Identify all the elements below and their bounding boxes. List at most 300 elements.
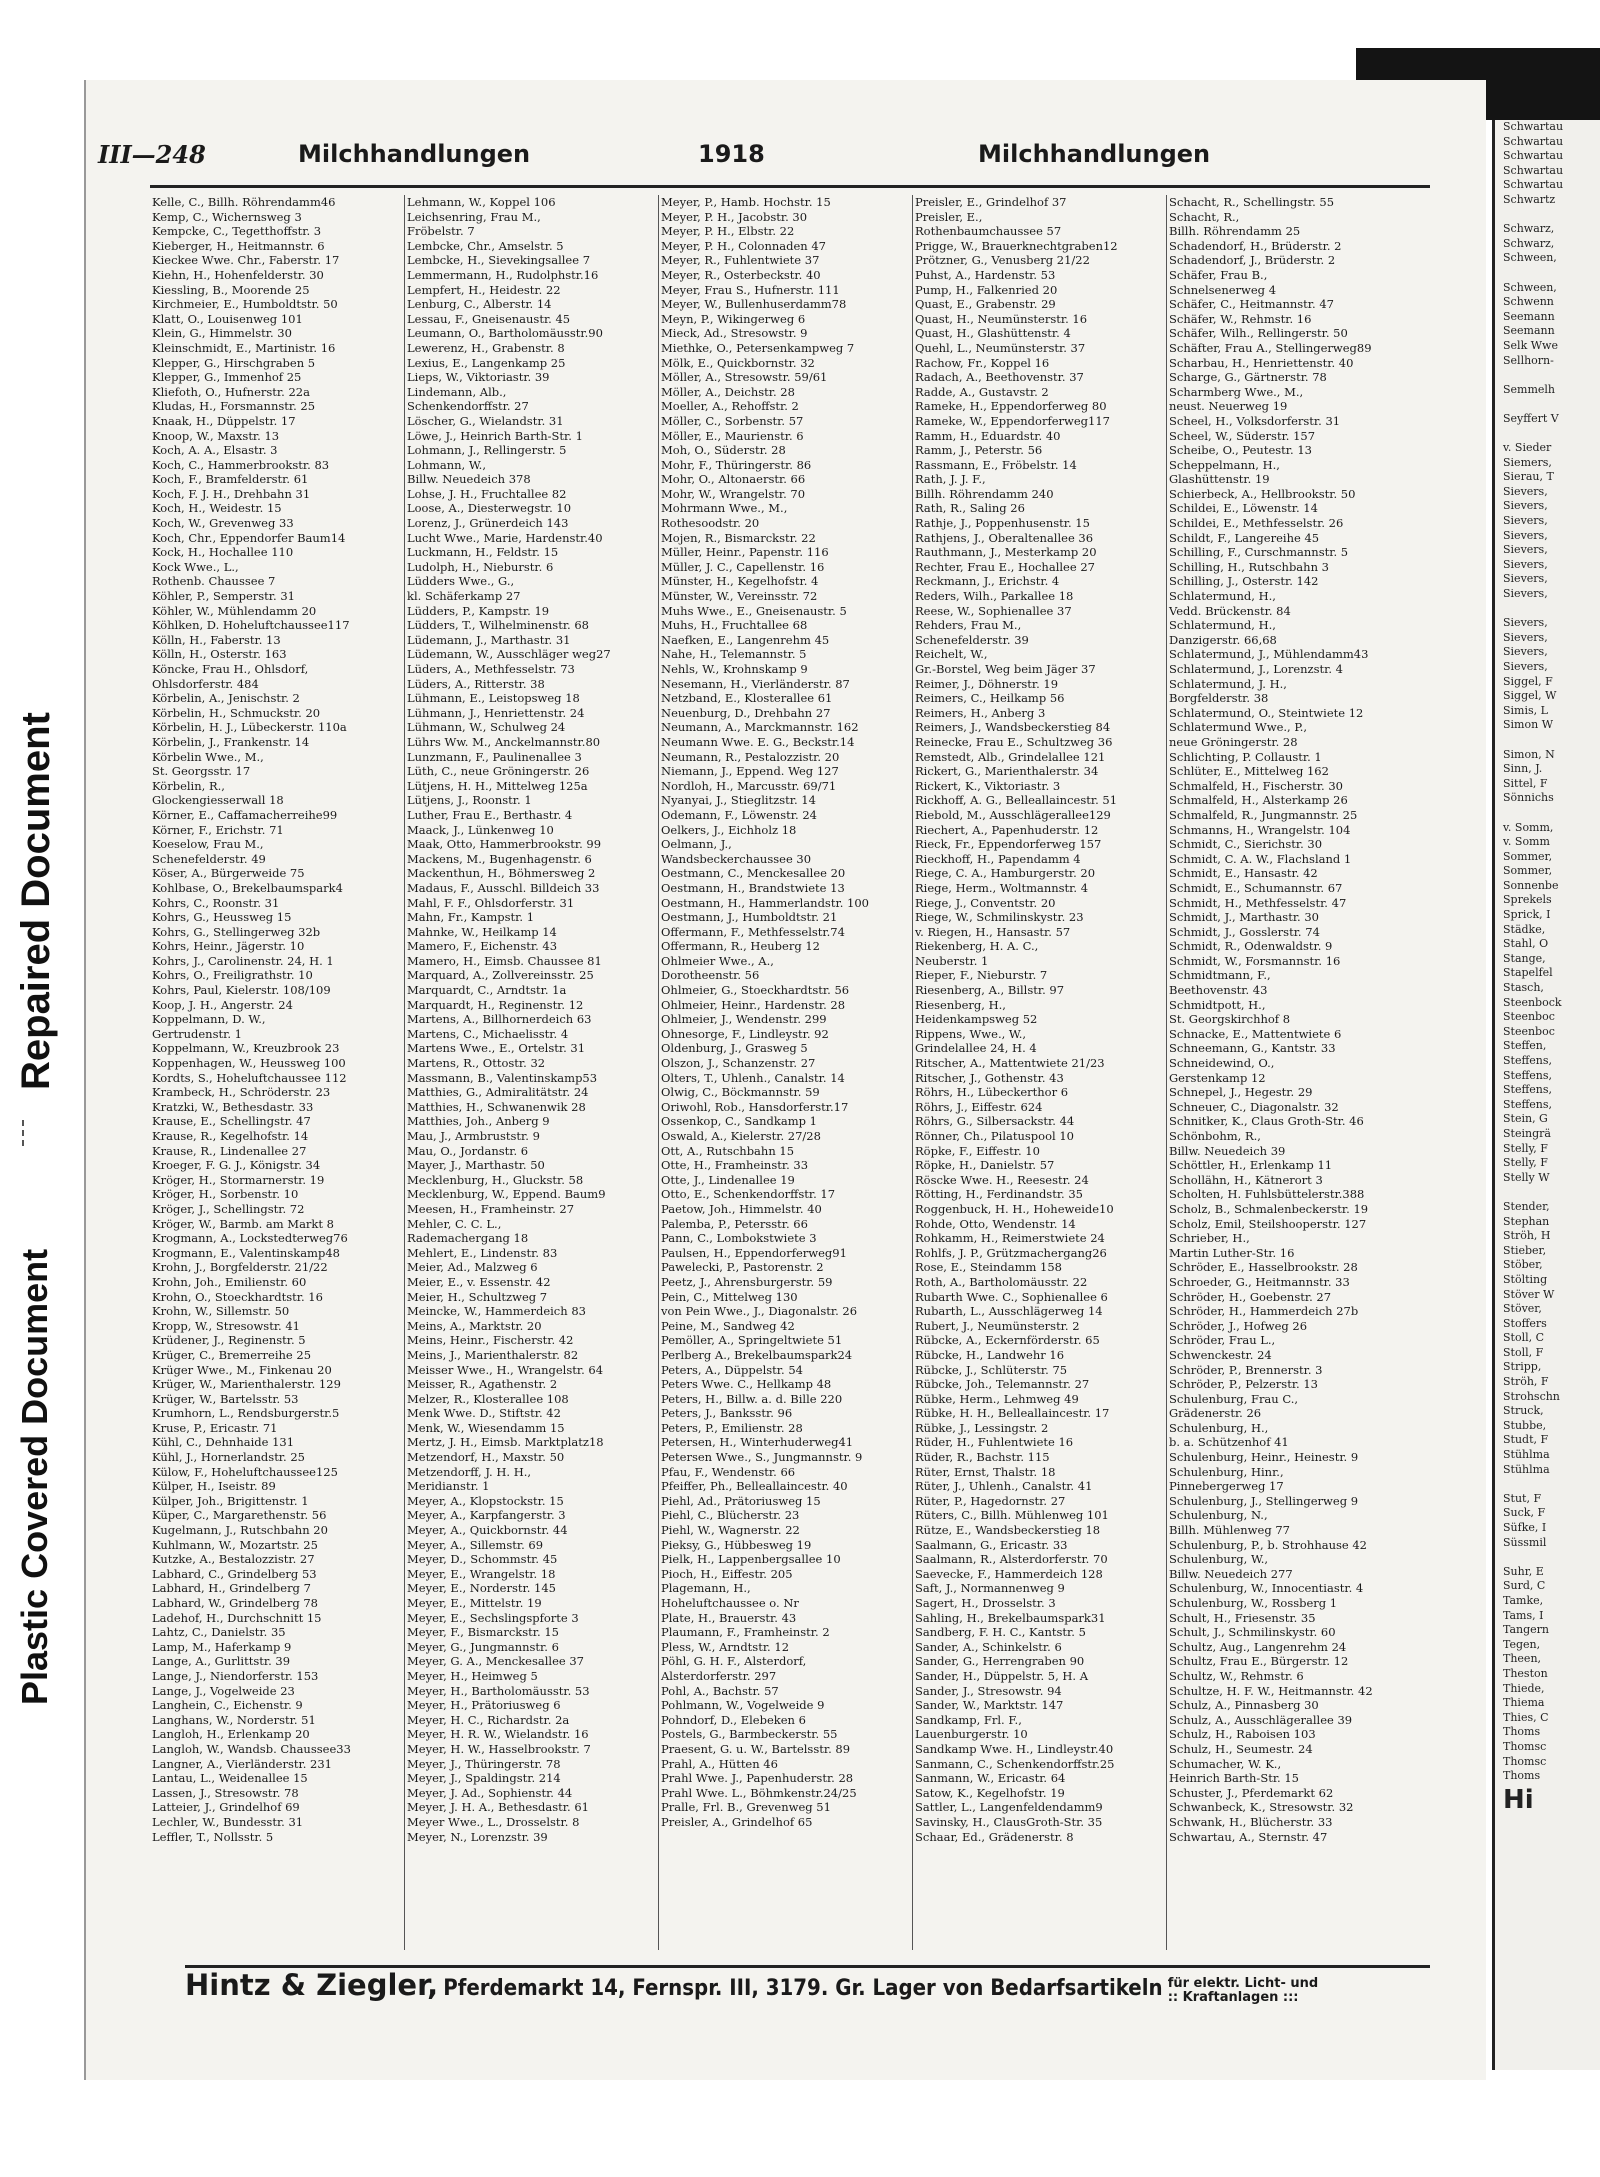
adjacent-page-fragment: Schwenn [1503, 295, 1554, 309]
directory-entry: Koppenhagen, W., Heussweg 100 [152, 1056, 346, 1071]
directory-entry: Riege, W., Schmilinskystr. 23 [915, 910, 1084, 925]
directory-entry: Peters, J., Banksstr. 96 [661, 1406, 793, 1421]
directory-entry: Schröder, H., Hammerdeich 27b [1169, 1304, 1359, 1319]
directory-entry: Schulenburg, J., Stellingerweg 9 [1169, 1493, 1359, 1508]
directory-entry: Schmidt, H., Methfesselstr. 47 [1169, 895, 1347, 910]
directory-entry: Billh. Röhrendamm 240 [915, 486, 1054, 501]
directory-entry: Schilling, H., Rutschbahn 3 [1169, 559, 1329, 574]
directory-entry: Rothenbaumchaussee 57 [915, 224, 1062, 239]
directory-entry: Rameke, W., Eppendorferweg117 [915, 413, 1110, 428]
directory-entry: Schwanbeck, K., Stresowstr. 32 [1169, 1800, 1354, 1815]
adjacent-page-fragment: Stein, G [1503, 1112, 1548, 1126]
directory-entry: Lüdemann, W., Ausschläger weg27 [407, 647, 611, 662]
directory-entry: Ohlsdorferstr. 484 [152, 676, 259, 691]
directory-entry: Meins, A., Marktstr. 20 [407, 1318, 542, 1333]
adjacent-page-fragment: Selk Wwe [1503, 338, 1558, 352]
directory-entry: Langhans, W., Norderstr. 51 [152, 1712, 316, 1727]
directory-entry: Schulz, H., Seumestr. 24 [1169, 1741, 1313, 1756]
directory-entry: Münster, H., Kegelhofstr. 4 [661, 574, 819, 589]
directory-entry: Peters, H., Billw. a. d. Bille 220 [661, 1391, 843, 1406]
directory-entry: Rickhoff, A. G., Belleallaincestr. 51 [915, 793, 1118, 808]
directory-entry: Mertz, J. H., Eimsb. Marktplatz18 [407, 1435, 604, 1450]
directory-entry: Schröder, P., Pelzerstr. 13 [1169, 1377, 1319, 1392]
directory-entry: Schmidtmann, F., [1169, 968, 1271, 983]
adjacent-page-fragment: Schween, [1503, 251, 1557, 265]
directory-entry: Lembcke, Chr., Amselstr. 5 [407, 238, 564, 253]
directory-entry: Meyer, P. H., Jacobstr. 30 [661, 209, 808, 224]
directory-entry: Riege, J., Conventstr. 20 [915, 895, 1056, 910]
directory-entry: Lembcke, H., Sievekingsallee 7 [407, 253, 591, 268]
directory-entry: Meier, E., v. Essenstr. 42 [407, 1274, 551, 1289]
directory-entry: Ladehof, H., Durchschnitt 15 [152, 1610, 322, 1625]
directory-entry: Paetow, Joh., Himmelstr. 40 [661, 1201, 822, 1216]
directory-entry: Schnelsenerweg 4 [1169, 282, 1277, 297]
directory-entry: Rubert, J., Neumünsterstr. 2 [915, 1318, 1080, 1333]
directory-entry: Lantau, L., Weidenallee 15 [152, 1771, 308, 1786]
directory-entry: Kröger, H., Sorbenstr. 10 [152, 1187, 299, 1202]
directory-entry: Lucht Wwe., Marie, Hardenstr.40 [407, 530, 603, 545]
adjacent-page-fragment: Stelly W [1503, 1170, 1550, 1184]
directory-entry: Mau, J., Armbruststr. 9 [407, 1129, 540, 1143]
directory-entry: Lunzmann, F., Paulinenallee 3 [407, 749, 582, 764]
directory-entry: Schilling, J., Osterstr. 142 [1169, 574, 1319, 589]
directory-entry: Schilling, F., Curschmannstr. 5 [1169, 545, 1349, 560]
directory-entry: Kruse, P., Ericastr. 71 [152, 1420, 278, 1435]
directory-entry: Petersen Wwe., S., Jungmannstr. 9 [661, 1450, 863, 1465]
directory-entry: Pohndorf, D., Elebeken 6 [661, 1712, 806, 1727]
directory-entry: Pöhl, G. H. F., Alsterdorf, [661, 1654, 807, 1669]
directory-entry: neust. Neuerweg 19 [1169, 399, 1288, 414]
directory-entry: Meyer, E., Wrangelstr. 18 [407, 1566, 556, 1581]
directory-entry: Miethke, O., Petersenkampweg 7 [661, 340, 855, 355]
directory-entry: Sanmann, C., Schenkendorffstr.25 [915, 1756, 1115, 1771]
adjacent-page-fragment: Stripp, [1503, 1360, 1542, 1374]
directory-entry: Möller, C., Sorbenstr. 57 [661, 413, 804, 428]
directory-entry: Schröder, E., Hasselbrookstr. 28 [1169, 1260, 1358, 1275]
directory-entry: Netzband, E., Klosterallee 61 [661, 691, 833, 706]
adjacent-page-fragment: Theston [1503, 1666, 1548, 1680]
directory-entry: Nyanyai, J., Stieglitzstr. 14 [661, 793, 816, 808]
adjacent-page-fragment: Thoms [1503, 1769, 1541, 1783]
adjacent-page-fragment [1495, 602, 1600, 617]
adjacent-page-fragment: Suhr, E [1503, 1564, 1544, 1578]
directory-entry: Külper, Joh., Brigittenstr. 1 [152, 1493, 309, 1508]
directory-entry: Schacht, R., Schellingstr. 55 [1169, 195, 1335, 209]
directory-entry: Schmidt, J., Gosslerstr. 74 [1169, 924, 1320, 939]
directory-entry: St. Georgsstr. 17 [152, 764, 251, 779]
directory-entry: Offermann, R., Heuberg 12 [661, 939, 820, 954]
directory-entry: Koch, A. A., Elsastr. 3 [152, 443, 278, 458]
adjacent-page-fragment: Sievers, [1503, 528, 1548, 542]
directory-entry: Rath, R., Saling 26 [915, 501, 1025, 516]
adjacent-page-fragment: Struck, [1503, 1404, 1544, 1418]
directory-entry: Lütjens, J., Roonstr. 1 [407, 793, 532, 808]
directory-entry: Rübke, H. H., Belleallaincestr. 17 [915, 1406, 1110, 1421]
directory-entry: Schmidtpott, H., [1169, 997, 1266, 1012]
directory-entry: Schrieber, H., [1169, 1231, 1250, 1246]
directory-entry: Meyer, J. H. A., Bethesdastr. 61 [407, 1800, 589, 1815]
directory-entry: Langloh, H., Erlenkamp 20 [152, 1727, 310, 1742]
directory-entry: Schmalfeld, H., Fischerstr. 30 [1169, 778, 1343, 793]
directory-entry: Lemmermann, H., Rudolphstr.16 [407, 267, 599, 282]
directory-entry: Moh, O., Süderstr. 28 [661, 443, 786, 458]
directory-entry: Grindelallee 24, H. 4 [915, 1041, 1037, 1056]
directory-entry: Lührs Ww. M., Anckelmannstr.80 [407, 734, 601, 749]
directory-entry: Schmidt, E., Schumannstr. 67 [1169, 880, 1343, 895]
directory-entry: Matthies, H., Schwanenwik 28 [407, 1099, 586, 1114]
repaired-document-label: Repaired Document [14, 712, 58, 1090]
directory-entry: Lange, J., Niendorferstr. 153 [152, 1668, 319, 1683]
directory-entry: Billw. Neuedeich 277 [1169, 1566, 1293, 1581]
directory-entry: Schlatermund, J. H., [1169, 676, 1287, 691]
directory-entry: Külper, H., Iseistr. 89 [152, 1479, 276, 1494]
directory-entry: Schumacher, W. K., [1169, 1756, 1282, 1771]
directory-entry: Mehlert, E., Lindenstr. 83 [407, 1245, 558, 1260]
directory-entry: Mau, O., Jordanstr. 6 [407, 1143, 529, 1158]
directory-entry: Kock, H., Hochallee 110 [152, 545, 294, 560]
directory-entry: Rönner, Ch., Pilatuspool 10 [915, 1129, 1074, 1143]
directory-entry: Schmidt, J., Marthastr. 30 [1169, 910, 1319, 925]
directory-entry: Meyer, H., Heimweg 5 [407, 1668, 538, 1683]
directory-entry: Langner, A., Vierländerstr. 231 [152, 1756, 332, 1771]
adjacent-page-fragment: Stoll, F [1503, 1345, 1544, 1359]
header-rule [150, 185, 1430, 188]
directory-entry: Sandkamp, Frl. F., [915, 1712, 1022, 1727]
directory-entry: Schulenburg, Hinr., [1169, 1464, 1284, 1479]
directory-entry: Odemann, F., Löwenstr. 24 [661, 807, 817, 822]
directory-entry: Saevecke, F., Hammerdeich 128 [915, 1566, 1103, 1581]
adjacent-page-fragment [1495, 806, 1600, 821]
directory-entry: kl. Schäferkamp 27 [407, 589, 521, 604]
directory-entry: Külow, F., Hoheluftchaussee125 [152, 1464, 338, 1479]
directory-entry: Lange, J., Vogelweide 23 [152, 1683, 295, 1698]
directory-entry: Scheppelmann, H., [1169, 457, 1280, 472]
directory-entry: Krogmann, E., Valentinskamp48 [152, 1245, 340, 1260]
adjacent-page-fragment: v. Somm [1503, 835, 1550, 849]
directory-entry: Heidenkampsweg 52 [915, 1012, 1038, 1027]
directory-entry: Mohr, O., Altonaerstr. 66 [661, 472, 806, 487]
directory-entry: Pieksy, G., Hübbesweg 19 [661, 1537, 812, 1552]
directory-entry: Piehl, Ad., Prätoriusweg 15 [661, 1493, 821, 1508]
directory-entry: Oestmann, C., Menckesallee 20 [661, 866, 846, 881]
adjacent-page-fragment: Sprick, I [1503, 908, 1551, 922]
directory-entry: Lempfert, H., Heidestr. 22 [407, 282, 561, 297]
directory-entry: Kohrs, G., Stellingerweg 32b [152, 924, 321, 939]
directory-entry: Neumann, A., Marckmannstr. 162 [661, 720, 859, 735]
directory-entry: Schulenburg, W., Rossberg 1 [1169, 1596, 1338, 1610]
directory-entry: Schultz, W., Rehmstr. 6 [1169, 1668, 1304, 1683]
directory-entry: Nehls, W., Krohnskamp 9 [661, 662, 808, 676]
directory-entry: Plagemann, H., [661, 1581, 751, 1596]
adjacent-page-fragment: Steenboc [1503, 1010, 1555, 1024]
directory-entry: Pralle, Frl. B., Grevenweg 51 [661, 1800, 831, 1815]
directory-entry: Kohrs, J., Carolinenstr. 24, H. 1 [152, 953, 334, 968]
directory-entry: Riechert, A., Papenhuderstr. 12 [915, 822, 1099, 837]
directory-entry: Meyer, E., Mittelstr. 19 [407, 1596, 542, 1610]
directory-entry: Kemp, C., Wichernsweg 3 [152, 209, 302, 224]
directory-entry: Pless, W., Arndtstr. 12 [661, 1639, 790, 1654]
directory-entry: Meyn, P., Wikingerweg 6 [661, 311, 806, 326]
directory-entry: Schöttler, H., Erlenkamp 11 [1169, 1158, 1333, 1173]
directory-entry: Kugelmann, J., Rutschbahn 20 [152, 1523, 328, 1538]
directory-entry: Schulenburg, Heinr., Heinestr. 9 [1169, 1450, 1359, 1465]
directory-entry: Schulenburg, Frau C., [1169, 1391, 1299, 1406]
adjacent-page-fragment: Thiema [1503, 1696, 1545, 1710]
directory-entry: Heinrich Barth-Str. 15 [1169, 1771, 1299, 1786]
adjacent-page-fragment: Theen, [1503, 1652, 1542, 1666]
directory-entry: Körbelin, J., Frankenstr. 14 [152, 734, 310, 749]
adjacent-page-fragment: Stange, [1503, 951, 1546, 965]
directory-entry: Plate, H., Brauerstr. 43 [661, 1610, 797, 1625]
directory-entry: Köhler, W., Mühlendamm 20 [152, 603, 317, 618]
directory-entry: Schaar, Ed., Grädenerstr. 8 [915, 1829, 1074, 1844]
directory-entry: Menk, W., Wiesendamm 15 [407, 1420, 565, 1435]
directory-entry: Lühmann, E., Leistopsweg 18 [407, 691, 580, 706]
directory-entry: Rohlfs, J. P., Grützmachergang26 [915, 1245, 1107, 1260]
directory-entry: Lüders, A., Ritterstr. 38 [407, 676, 545, 691]
directory-entry: Schneuer, C., Diagonalstr. 32 [1169, 1099, 1339, 1114]
directory-entry: Röhrs, H., Lübeckerthor 6 [915, 1085, 1069, 1100]
directory-entry: Nesemann, H., Vierländerstr. 87 [661, 676, 850, 691]
directory-entry: Otte, J., Lindenallee 19 [661, 1172, 795, 1187]
directory-entry: Ramm, J., Peterstr. 56 [915, 443, 1043, 458]
directory-entry: Piehl, W., Wagnerstr. 22 [661, 1523, 800, 1538]
directory-entry: Körbelin, H., Schmuckstr. 20 [152, 705, 321, 720]
advertiser-tagline [1168, 1977, 1318, 2005]
directory-entry: Kuhlmann, W., Mozartstr. 25 [152, 1537, 318, 1552]
directory-entry: Koppelmann, D. W., [152, 1012, 266, 1027]
directory-entry: Neumann, R., Pestalozzistr. 20 [661, 749, 840, 764]
directory-entry: Reimer, J., Döhnerstr. 19 [915, 676, 1059, 691]
directory-entry: Plaumann, F., Framheinstr. 2 [661, 1625, 830, 1640]
directory-column-4 [912, 195, 1161, 1950]
adjacent-page-fragment: Tams, I [1503, 1608, 1544, 1622]
directory-entry: Hoheluftchaussee o. Nr [661, 1596, 799, 1610]
directory-entry: Grädenerstr. 26 [1169, 1406, 1262, 1421]
directory-entry: Rathje, J., Poppenhusenstr. 15 [915, 516, 1090, 531]
directory-entry: Rüder, R., Bachstr. 115 [915, 1450, 1050, 1465]
directory-entry: Meyer, H., Bartholomäusstr. 53 [407, 1683, 590, 1698]
directory-entry: Meyer, J. Ad., Sophienstr. 44 [407, 1785, 573, 1800]
adjacent-page-fragment: Seemann [1503, 324, 1555, 338]
directory-entry: Lehmann, W., Koppel 106 [407, 195, 556, 209]
adjacent-page-fragment: Stelly, F [1503, 1156, 1548, 1170]
directory-entry: Meridianstr. 1 [407, 1479, 490, 1494]
directory-entry: Lüdemann, J., Marthastr. 31 [407, 632, 571, 647]
directory-entry: Schmidt, C. A. W., Flachsland 1 [1169, 851, 1352, 866]
directory-entry: Schulenburg, W., [1169, 1552, 1269, 1567]
directory-entry: Lühmann, W., Schulweg 24 [407, 720, 566, 735]
directory-entry: Schulz, H., Raboisen 103 [1169, 1727, 1316, 1742]
directory-entry: Schmidt, R., Odenwaldstr. 9 [1169, 939, 1333, 954]
directory-entry: Kühl, C., Dehnhaide 131 [152, 1435, 295, 1450]
directory-entry: Remstedt, Alb., Grindelallee 121 [915, 749, 1106, 764]
directory-entry: Rippens, Wwe., W., [915, 1026, 1027, 1041]
directory-entry: Olters, T., Uhlenh., Canalstr. 14 [661, 1070, 845, 1085]
directory-entry: Schäfer, C., Heitmannstr. 47 [1169, 297, 1334, 312]
directory-entry: Meyer Wwe., L., Drosselstr. 8 [407, 1814, 580, 1829]
adjacent-page-fragment: Thiede, [1503, 1681, 1545, 1695]
directory-entry: Rubarth Wwe. C., Sophienallee 6 [915, 1289, 1108, 1304]
directory-entry: Kohrs, C., Roonstr. 31 [152, 895, 280, 910]
directory-entry: Kropp, W., Stresowstr. 41 [152, 1318, 300, 1333]
adjacent-page-fragment: Stahl, O [1503, 937, 1549, 951]
directory-entry: Möller, E., Maurienstr. 6 [661, 428, 804, 443]
directory-entry: Matthies, G., Admiralitätstr. 24 [407, 1085, 589, 1100]
directory-entry: Krause, E., Schellingstr. 47 [152, 1114, 311, 1129]
directory-entry: Kiessling, B., Moorende 25 [152, 282, 310, 297]
directory-entry: Löwe, J., Heinrich Barth-Str. 1 [407, 428, 583, 443]
directory-entry: Riesenberg, H., [915, 997, 1006, 1012]
directory-entry: Knoop, W., Maxstr. 13 [152, 428, 280, 443]
directory-entry: Lorenz, J., Grünerdeich 143 [407, 516, 569, 531]
directory-entry: Meyer, D., Schommstr. 45 [407, 1552, 558, 1567]
adjacent-page-fragment: Thomsc [1503, 1739, 1547, 1753]
directory-entry: Kock Wwe., L., [152, 559, 239, 574]
directory-entry: Quast, H., Neumünsterstr. 16 [915, 311, 1088, 326]
directory-entry: Sander, W., Marktstr. 147 [915, 1698, 1064, 1713]
directory-entry: Glockengiesserwall 18 [152, 793, 284, 808]
directory-entry: Martens, C., Michaelisstr. 4 [407, 1026, 569, 1041]
directory-entry: Körner, F., Erichstr. 71 [152, 822, 284, 837]
directory-entry: Billh. Mühlenweg 77 [1169, 1523, 1290, 1538]
directory-entry: Prahl, A., Hütten 46 [661, 1756, 778, 1771]
directory-entry: Schollähn, H., Kätnerort 3 [1169, 1172, 1323, 1187]
directory-entry: Rohde, Otto, Wendenstr. 14 [915, 1216, 1076, 1231]
directory-entry: Oldenburg, J., Grasweg 5 [661, 1041, 808, 1056]
adjacent-page-fragment: Simis, L [1503, 703, 1548, 717]
directory-entry: Scharmberg Wwe., M., [1169, 384, 1304, 399]
adjacent-page-fragment: Steffens, [1503, 1097, 1553, 1111]
directory-entry: Schäfter, Frau A., Stellingerweg89 [1169, 340, 1372, 355]
directory-entry: b. a. Schützenhof 41 [1169, 1435, 1289, 1450]
directory-entry: Kühl, J., Hornerlandstr. 25 [152, 1450, 305, 1465]
directory-entry: Schildei, E., Löwenstr. 14 [1169, 501, 1318, 516]
directory-entry: Röpke, H., Danielstr. 57 [915, 1158, 1055, 1173]
directory-entry: Beethovenstr. 43 [1169, 983, 1268, 998]
directory-entry: Pohl, A., Bachstr. 57 [661, 1683, 779, 1698]
directory-entry: Kordts, S., Hoheluftchaussee 112 [152, 1070, 347, 1085]
adjacent-page-fragment: Sievers, [1503, 557, 1548, 571]
directory-entry: Meyer, E., Sechslingspforte 3 [407, 1610, 579, 1625]
directory-entry: Kieberger, H., Heitmannstr. 6 [152, 238, 325, 253]
directory-entry: Koop, J. H., Angerstr. 24 [152, 997, 293, 1012]
directory-entry: Rübcke, A., Eckernförderstr. 65 [915, 1333, 1100, 1348]
directory-entry: Oelkers, J., Eichholz 18 [661, 822, 797, 837]
directory-entry: St. Georgskirchhof 8 [1169, 1012, 1291, 1027]
directory-entry: Müller, J. C., Capellenstr. 16 [661, 559, 825, 574]
directory-entry: Meyer, G., Jungmannstr. 6 [407, 1639, 559, 1654]
directory-entry: Lexius, E., Langenkamp 25 [407, 355, 566, 370]
directory-entry: Petersen, H., Winterhuderweg41 [661, 1435, 854, 1450]
adjacent-page-fragment: Sprekels [1503, 893, 1552, 907]
directory-entry: Krüger Wwe., M., Finkenau 20 [152, 1362, 332, 1377]
adjacent-page-fragment: Tegen, [1503, 1637, 1541, 1651]
directory-entry: Mohrmann Wwe., M., [661, 501, 788, 516]
directory-entry: Meyer, A., Quickbornstr. 44 [407, 1523, 568, 1538]
adjacent-page-fragment: Sinn, J. [1503, 762, 1543, 776]
directory-entry: Alsterdorferstr. 297 [661, 1668, 777, 1683]
directory-entry: Mieck, Ad., Stresowstr. 9 [661, 326, 808, 341]
directory-entry: Muhs, H., Fruchtallee 68 [661, 618, 808, 633]
directory-entry: Paulsen, H., Eppendorferweg91 [661, 1245, 847, 1260]
directory-entry: Palemba, P., Petersstr. 66 [661, 1216, 808, 1231]
directory-entry: Kröger, W., Barmb. am Markt 8 [152, 1216, 334, 1231]
directory-entry: Sandberg, F. H. C., Kantstr. 5 [915, 1625, 1086, 1640]
directory-entry: Kohlbase, O., Brekelbaumspark4 [152, 880, 343, 895]
adjacent-page-fragment: Thoms [1503, 1725, 1541, 1739]
directory-entry: Schult, H., Friesenstr. 35 [1169, 1610, 1316, 1625]
directory-entry: Praesent, G. u. W., Bartelsstr. 89 [661, 1741, 851, 1756]
directory-entry: Schulz, A., Ausschlägerallee 39 [1169, 1712, 1353, 1727]
directory-entry: Loose, A., Diesterwegstr. 10 [407, 501, 572, 516]
directory-entry: Schmidt, C., Sierichstr. 30 [1169, 837, 1323, 852]
directory-entry: Körbelin, A., Jenischstr. 2 [152, 691, 300, 706]
directory-entry: Reimers, J., Wandsbeckerstieg 84 [915, 720, 1111, 735]
directory-entry: Rüters, C., Billh. Mühlenweg 101 [915, 1508, 1109, 1523]
directory-entry: Sander, J., Stresowstr. 94 [915, 1683, 1062, 1698]
directory-entry: Schultz, Aug., Langenrehm 24 [1169, 1639, 1347, 1654]
directory-entry: Melzer, R., Klosterallee 108 [407, 1391, 569, 1406]
directory-entry: Gr.-Borstel, Weg beim Jäger 37 [915, 662, 1096, 676]
directory-entry: Koch, F., Bramfelderstr. 61 [152, 472, 309, 487]
directory-entry: Krüger, W., Bartelsstr. 53 [152, 1391, 299, 1406]
directory-entry: Meyer, H., Prätoriusweg 6 [407, 1698, 561, 1713]
directory-entry: Schenkendorffstr. 27 [407, 399, 529, 414]
adjacent-page-fragment: Steffen, [1503, 1039, 1547, 1053]
directory-entry: Riekenberg, H. A. C., [915, 939, 1039, 954]
directory-entry: Rothesoodstr. 20 [661, 516, 760, 531]
directory-entry: Otto, E., Schenkendorffstr. 17 [661, 1187, 836, 1202]
directory-entry: Krüdener, J., Reginenstr. 5 [152, 1333, 306, 1348]
directory-column-2 [404, 195, 653, 1950]
directory-entry: Reckmann, J., Erichstr. 4 [915, 574, 1060, 589]
directory-entry: Rickert, K., Viktoriastr. 3 [915, 778, 1061, 793]
adjacent-page-fragment: Stoffers [1503, 1316, 1547, 1330]
directory-entry: Köhler, P., Semperstr. 31 [152, 589, 295, 604]
directory-entry: Vedd. Brückenstr. 84 [1169, 603, 1291, 618]
directory-entry: Mojen, R., Bismarckstr. 22 [661, 530, 816, 545]
directory-entry: Oestmann, H., Hammerlandstr. 100 [661, 895, 869, 910]
directory-entry: Meyer, G. A., Menckesallee 37 [407, 1654, 585, 1669]
directory-entry: Rauthmann, J., Mesterkamp 20 [915, 545, 1097, 560]
directory-entry: Krogmann, A., Lockstedterweg76 [152, 1231, 348, 1246]
adjacent-page-fragment: Süssmil [1503, 1535, 1547, 1549]
directory-entry: Mohr, F., Thüringerstr. 86 [661, 457, 812, 472]
adjacent-page-fragment [1495, 1477, 1600, 1492]
directory-columns [150, 195, 1420, 1950]
header-year: 1918 [698, 140, 765, 168]
adjacent-page-fragment: Sievers, [1503, 659, 1548, 673]
directory-entry: Peters, P., Emilienstr. 28 [661, 1420, 803, 1435]
directory-entry: Rüter, J., Uhlenh., Canalstr. 41 [915, 1479, 1093, 1494]
directory-entry: Schönbohm, R., [1169, 1129, 1261, 1143]
directory-entry: Lessau, F., Gneisenaustr. 45 [407, 311, 571, 326]
directory-entry: Meyer, H. C., Richardstr. 2a [407, 1712, 570, 1727]
directory-entry: Sahling, H., Brekelbaumspark31 [915, 1610, 1106, 1625]
directory-entry: Schlatermund, O., Steintwiete 12 [1169, 705, 1364, 720]
directory-entry: Schäfer, Frau B., [1169, 267, 1268, 282]
directory-entry: Schwank, H., Blücherstr. 33 [1169, 1814, 1333, 1829]
adjacent-page-fragment: Sommer, [1503, 864, 1553, 878]
directory-entry: Rothenb. Chaussee 7 [152, 574, 276, 589]
directory-entry: Pfau, F., Wendenstr. 66 [661, 1464, 796, 1479]
adjacent-page-fragment: Siemers, [1503, 455, 1552, 469]
adjacent-page-fragment: v. Sieder [1503, 441, 1552, 455]
adjacent-page-fragment: Thomsc [1503, 1754, 1547, 1768]
directory-entry: Schultz, Frau E., Bürgerstr. 12 [1169, 1654, 1349, 1669]
adjacent-page-fragment: Steingrä [1503, 1126, 1551, 1140]
